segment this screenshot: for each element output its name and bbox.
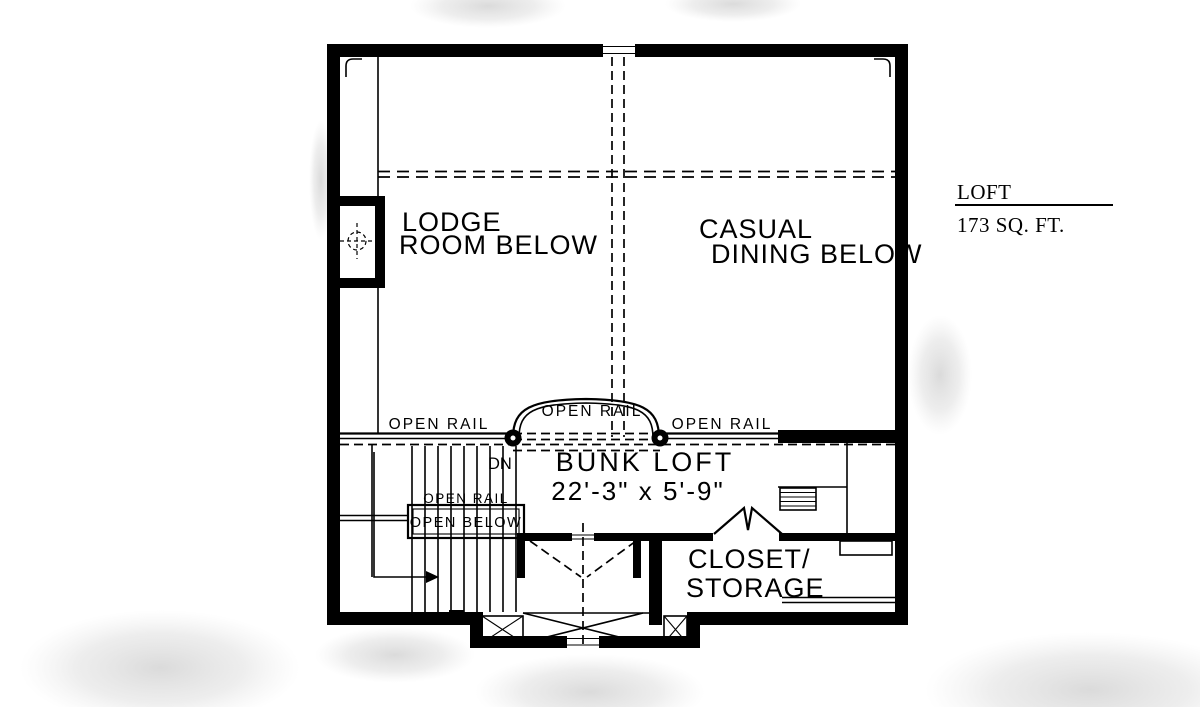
lodge-room-label-line2: ROOM BELOW [399, 230, 599, 260]
open-rail-left-label: OPEN RAIL [388, 416, 490, 433]
stairs-down-label: DN [488, 455, 512, 473]
open-rail-center-label: OPEN RAIL [541, 403, 643, 420]
bunk-loft-label: BUNK LOFT [555, 447, 735, 477]
corner-hook-icon [346, 59, 362, 77]
chimney-box [330, 196, 385, 288]
bifold-door-icon [714, 508, 782, 534]
stair-post [449, 610, 464, 622]
rail-post [505, 430, 522, 447]
lodge-room-label-line1: LODGE [402, 207, 502, 237]
dining-room-label-line1: CASUAL [699, 214, 814, 244]
corner-hook-icon [874, 59, 890, 77]
exterior-walls [327, 44, 908, 648]
bunk-loft-dimensions: 22'-3" x 5'-9" [551, 476, 725, 506]
title-block [955, 180, 1113, 237]
scan-shadow-smudges [20, 0, 1200, 707]
rail-post [652, 430, 669, 447]
closet-label-line2: STORAGE [686, 573, 825, 603]
closet-label-line1: CLOSET/ [688, 544, 811, 574]
open-below-label: OPEN BELOW [409, 515, 523, 531]
bunk-area-divisions [778, 443, 847, 533]
plan-area: 173 SQ. FT. [957, 213, 1065, 237]
dining-room-label-line2: DINING BELOW [711, 239, 923, 269]
open-rail-stair-label: OPEN RAIL [423, 491, 509, 506]
bunk-ladder-icon [780, 488, 816, 510]
open-rail-right-label: OPEN RAIL [671, 416, 773, 433]
plan-title: LOFT [957, 180, 1012, 204]
closet-shelf [840, 541, 892, 555]
